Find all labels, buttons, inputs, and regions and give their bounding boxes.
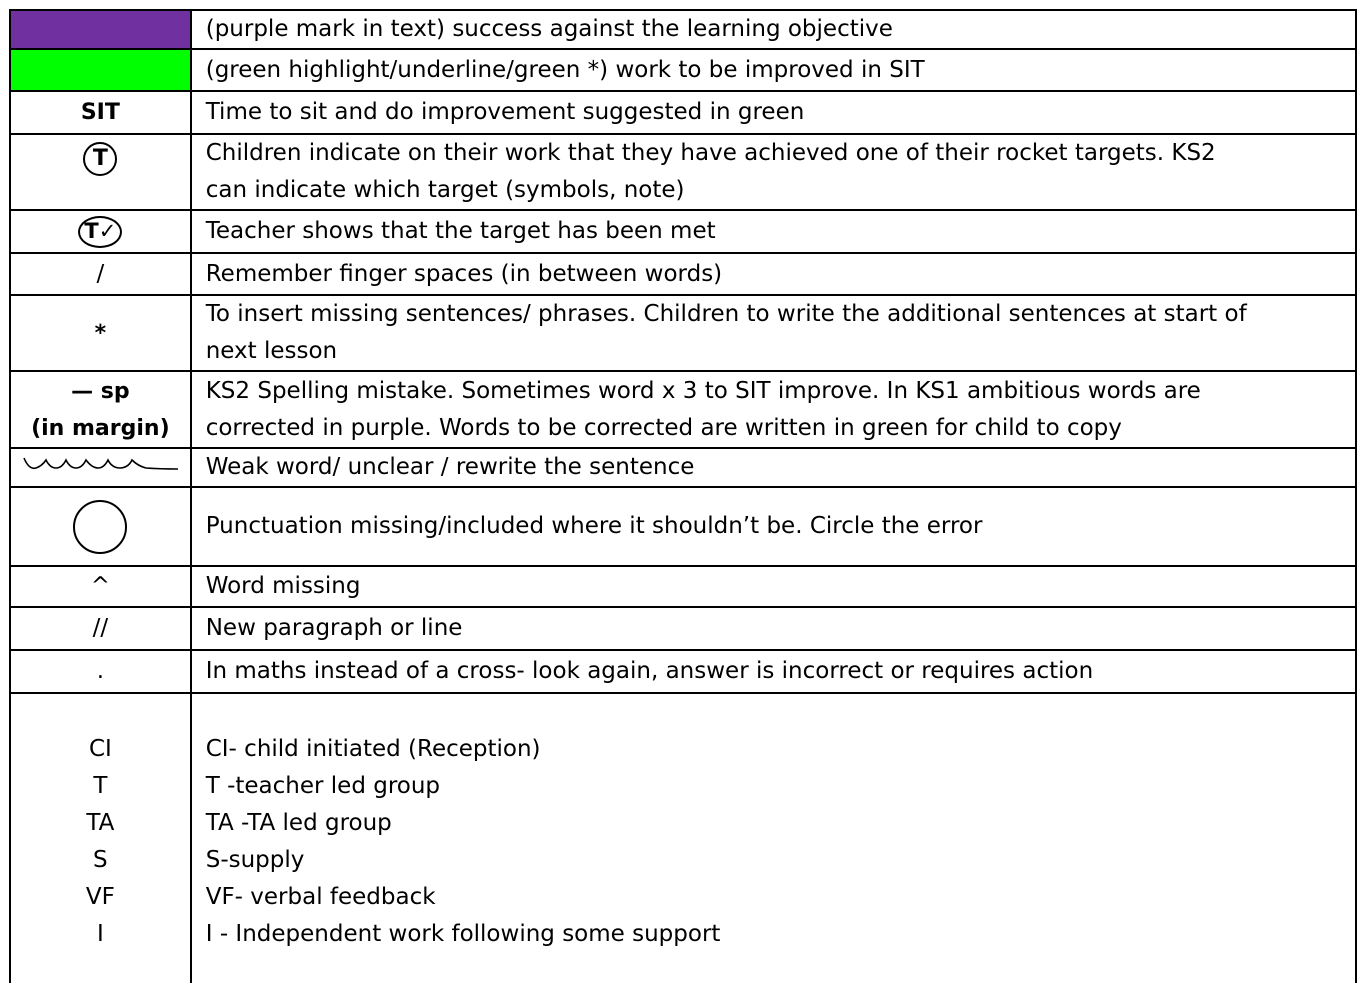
row-symbol-cell [10, 210, 191, 253]
code-description: S-supply [205, 847, 305, 873]
row-description: Punctuation missing/included where it shouldn’t be. Circle the error [191, 487, 1356, 566]
code-label: TA [86, 810, 115, 836]
row-symbol: * [10, 295, 191, 371]
table-row [10, 10, 1356, 49]
row-description: (green highlight/underline/green *) work to be improved in SIT [191, 49, 1356, 91]
symbol-line: (in margin) [31, 415, 170, 441]
table-row [10, 91, 1356, 134]
code-label: CI [88, 736, 112, 762]
code-description: I - Independent work following some support [205, 921, 721, 947]
row-symbol-cell [10, 371, 191, 448]
row-symbol: ^ [10, 566, 191, 607]
description-line: KS2 Spelling mistake. Sometimes word x 3 to SIT improve. In KS1 ambitious words are [205, 377, 1201, 404]
description-line: next lesson [205, 338, 338, 364]
row-description: Weak word/ unclear / rewrite the sentence [191, 448, 1356, 487]
row-description: (purple mark in text) success against the learning objective [191, 10, 1356, 49]
codes-description-cell [191, 693, 1356, 983]
table-row [10, 487, 1356, 566]
description-line: can indicate which target (symbols, note) [205, 177, 685, 203]
green-swatch [10, 49, 191, 91]
code-description: VF- verbal feedback [205, 884, 436, 910]
code-description: CI- child initiated (Reception) [205, 736, 541, 762]
table-row [10, 650, 1356, 693]
code-label: T [93, 773, 108, 799]
code-label: I [96, 921, 104, 947]
row-description: New paragraph or line [191, 607, 1356, 650]
row-symbol: SIT [10, 91, 191, 134]
wavy-underline-icon [20, 452, 180, 474]
table-row [10, 607, 1356, 650]
table-row [10, 253, 1356, 295]
purple-swatch [10, 10, 191, 49]
code-description: T -teacher led group [205, 773, 441, 799]
table-row [10, 295, 1356, 371]
codes-symbol-cell [10, 693, 191, 983]
row-symbol: // [10, 607, 191, 650]
row-description: Teacher shows that the target has been met [191, 210, 1356, 253]
row-description: In maths instead of a cross- look again, answer is incorrect or requires action [191, 650, 1356, 693]
table-row [10, 448, 1356, 487]
code-description: TA -TA led group [205, 810, 392, 836]
row-symbol: / [10, 253, 191, 295]
row-symbol-cell [10, 448, 191, 487]
code-label: VF [85, 884, 115, 910]
row-symbol-cell [10, 487, 191, 566]
table-row [10, 49, 1356, 91]
row-description [191, 134, 1356, 210]
row-symbol-cell [10, 134, 191, 210]
row-description: Time to sit and do improvement suggested in green [191, 91, 1356, 134]
description-line: Children indicate on their work that they have achieved one of their rocket targets. KS2 [205, 140, 1216, 166]
table-row [10, 371, 1356, 448]
description-line: corrected in purple. Words to be corrected are written in green for child to copy [205, 414, 1122, 441]
circled-t-icon: T [83, 142, 117, 176]
empty-circle-icon [73, 500, 127, 554]
table-row [10, 210, 1356, 253]
code-label: S [93, 847, 108, 873]
table-row [10, 566, 1356, 607]
marking-key-table [9, 9, 1357, 983]
description-line: To insert missing sentences/ phrases. Children to write the additional sentences at start of [205, 301, 1247, 327]
row-description: Remember finger spaces (in between words) [191, 253, 1356, 295]
symbol-line: — sp [71, 378, 130, 404]
row-description [191, 295, 1356, 371]
row-description: Word missing [191, 566, 1356, 607]
row-symbol: . [10, 650, 191, 693]
table-row [10, 134, 1356, 210]
row-description [191, 371, 1356, 448]
table-row [10, 693, 1356, 983]
circled-t-tick-icon: T✓ [78, 216, 122, 248]
